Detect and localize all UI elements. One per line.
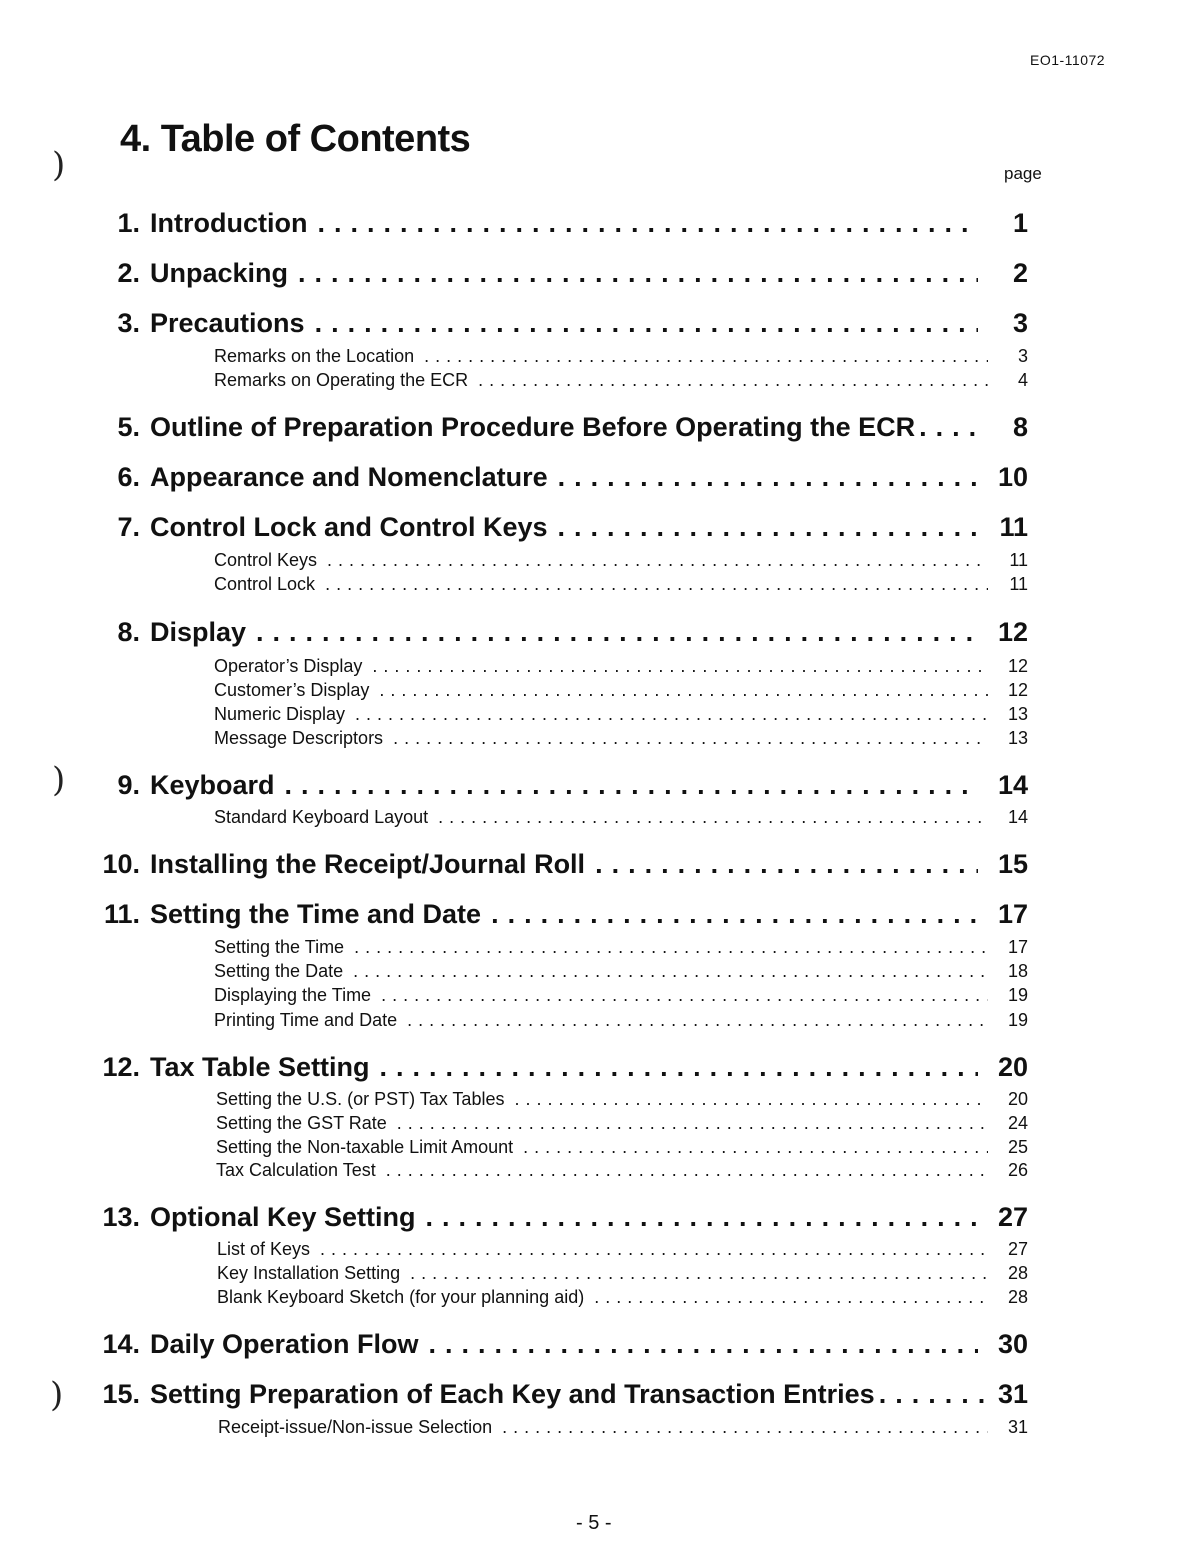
subsection-title: Printing Time and Date: [214, 1010, 398, 1030]
toc-entry-keyboard[interactable]: [86, 770, 1028, 804]
section-title: Keyboard: [150, 770, 275, 800]
toc-subentry[interactable]: [214, 704, 1028, 728]
page-number: 19: [1007, 1010, 1028, 1030]
dot-leader: [298, 258, 978, 289]
dot-leader: [317, 208, 978, 239]
toc-subentry[interactable]: [217, 1263, 1028, 1287]
toc-entry-daily-operation[interactable]: [86, 1329, 1028, 1363]
dot-leader: [354, 937, 988, 958]
toc-entry-control-lock[interactable]: [86, 512, 1028, 546]
toc-entry-installing-roll[interactable]: [86, 849, 1028, 883]
section-number: 5.: [117, 412, 140, 442]
dot-leader: [595, 849, 978, 880]
dot-leader: [407, 1010, 988, 1031]
dot-leader: [558, 512, 978, 543]
page-number: 14: [1007, 807, 1028, 827]
page-column-label: page: [1004, 164, 1042, 183]
section-title: Display: [150, 617, 247, 647]
toc-subentry[interactable]: [214, 937, 1028, 961]
margin-mark: ): [50, 1375, 64, 1415]
toc-subentry[interactable]: [214, 961, 1028, 985]
page-number: 18: [1007, 961, 1028, 981]
document-code: EO1-11072: [1030, 52, 1106, 68]
section-number: 8.: [117, 617, 140, 647]
page-number: 30: [997, 1329, 1028, 1359]
subsection-title: Blank Keyboard Sketch (for your planning aid): [217, 1287, 585, 1307]
dot-leader: [372, 656, 988, 677]
section-number: 2.: [117, 258, 140, 288]
subsection-title: Numeric Display: [214, 704, 346, 724]
subsection-title: Setting the U.S. (or PST) Tax Tables: [216, 1089, 505, 1109]
toc-entry-display[interactable]: [86, 617, 1028, 651]
subsection-title: List of Keys: [217, 1239, 311, 1259]
dot-leader: [478, 370, 988, 391]
margin-mark: ): [52, 760, 66, 800]
toc-entry-optional-key[interactable]: [86, 1202, 1028, 1236]
page-number: 26: [1007, 1160, 1028, 1180]
page-number: 31: [997, 1379, 1028, 1409]
page-number: 12: [997, 617, 1028, 647]
subsection-title: Tax Calculation Test: [216, 1160, 376, 1180]
section-number: 1.: [117, 208, 140, 238]
subsection-title: Remarks on the Location: [214, 346, 415, 366]
page-number: 13: [1007, 728, 1028, 748]
page-number: 31: [1007, 1417, 1028, 1437]
toc-subentry[interactable]: [217, 1239, 1028, 1263]
subsection-title: Setting the Non-taxable Limit Amount: [216, 1137, 514, 1157]
section-title: Outline of Preparation Procedure Before Operating the ECR: [150, 412, 916, 442]
section-number: 14.: [102, 1329, 140, 1359]
page-title: 4. Table of Contents: [120, 118, 471, 160]
toc-subentry[interactable]: [214, 656, 1028, 680]
subsection-title: Operator’s Display: [214, 656, 363, 676]
dot-leader: [353, 961, 988, 982]
dot-leader: [256, 617, 978, 648]
subsection-title: Control Lock: [214, 574, 316, 594]
page-number: 17: [1007, 937, 1028, 957]
section-title: Precautions: [150, 308, 305, 338]
page-number: 1: [1012, 208, 1028, 238]
page-number: 24: [1007, 1113, 1028, 1133]
section-number: 7.: [117, 512, 140, 542]
page-number: 20: [997, 1052, 1028, 1082]
section-title: Unpacking: [150, 258, 289, 288]
section-number: 12.: [102, 1052, 140, 1082]
page-number: 15: [997, 849, 1028, 879]
margin-mark: ): [52, 145, 66, 185]
dot-leader: [594, 1287, 988, 1308]
toc-subentry[interactable]: [216, 1160, 1028, 1184]
page-footer-number: - 5 -: [576, 1512, 612, 1534]
subsection-title: Setting the Date: [214, 961, 344, 981]
section-number: 3.: [117, 308, 140, 338]
page-number: 12: [1007, 656, 1028, 676]
dot-leader: [327, 550, 988, 571]
dot-leader: [429, 1329, 978, 1360]
page-number: 4: [1017, 370, 1028, 390]
page-number: 27: [1007, 1239, 1028, 1259]
section-title: Introduction: [150, 208, 308, 238]
dot-leader: [426, 1202, 978, 1233]
toc-subentry[interactable]: [216, 1113, 1028, 1137]
dot-leader: [355, 704, 988, 725]
toc-entry-outline-of-preparation[interactable]: [86, 412, 1028, 446]
section-title: Setting Preparation of Each Key and Transaction Entries: [150, 1379, 875, 1409]
toc-subentry[interactable]: [216, 1137, 1028, 1161]
toc-subentry[interactable]: [214, 1010, 1028, 1034]
dot-leader: [514, 1089, 988, 1110]
toc-subentry[interactable]: [214, 346, 1028, 370]
page-number: 27: [997, 1202, 1028, 1232]
dot-leader: [381, 985, 988, 1006]
subsection-title: Message Descriptors: [214, 728, 384, 748]
section-title: Daily Operation Flow: [150, 1329, 419, 1359]
dot-leader: [380, 1052, 978, 1083]
dot-leader: [491, 899, 978, 930]
dot-leader: [315, 308, 978, 339]
toc-subentry[interactable]: [214, 550, 1028, 574]
dot-leader: [285, 770, 978, 801]
toc-subentry[interactable]: [216, 1089, 1028, 1113]
dot-leader: [523, 1137, 988, 1158]
page-number: 11: [999, 512, 1028, 542]
toc-entry-introduction[interactable]: [86, 208, 1028, 242]
section-number: 13.: [102, 1202, 140, 1232]
toc-entry-time-and-date[interactable]: [86, 899, 1028, 933]
section-title: Control Lock and Control Keys: [150, 512, 548, 542]
section-title: Tax Table Setting: [150, 1052, 370, 1082]
page-number: 3: [1012, 308, 1028, 338]
dot-leader: [879, 1379, 984, 1410]
subsection-title: Setting the Time: [214, 937, 345, 957]
toc-entry-tax-table[interactable]: [86, 1052, 1028, 1086]
toc-subentry[interactable]: [218, 1417, 1028, 1441]
dot-leader: [502, 1417, 988, 1438]
page-number: 13: [1007, 704, 1028, 724]
dot-leader: [558, 462, 978, 493]
page-number: 2: [1012, 258, 1028, 288]
section-number: 9.: [117, 770, 140, 800]
page-number: 11: [1009, 550, 1028, 570]
toc-subentry[interactable]: [217, 1287, 1028, 1311]
toc-entry-unpacking[interactable]: [86, 258, 1028, 292]
page-number: 10: [997, 462, 1028, 492]
page-number: 28: [1007, 1287, 1028, 1307]
toc-subentry[interactable]: [214, 574, 1028, 598]
toc-subentry[interactable]: [214, 985, 1028, 1009]
dot-leader: [397, 1113, 988, 1134]
subsection-title: Control Keys: [214, 550, 318, 570]
subsection-title: Setting the GST Rate: [216, 1113, 387, 1133]
page-number: 28: [1007, 1263, 1028, 1283]
dot-leader: [379, 680, 988, 701]
subsection-title: Remarks on Operating the ECR: [214, 370, 469, 390]
toc-entry-setting-preparation[interactable]: [86, 1379, 1028, 1413]
toc-subentry[interactable]: [214, 807, 1028, 831]
toc-entry-precautions[interactable]: [86, 308, 1028, 342]
page-number: 12: [1007, 680, 1028, 700]
page-number: 3: [1017, 346, 1028, 366]
page-number: 8: [1012, 412, 1028, 442]
dot-leader: [393, 728, 988, 749]
page-number: 19: [1007, 985, 1028, 1005]
section-title: Setting the Time and Date: [150, 899, 482, 929]
page-number: 17: [997, 899, 1028, 929]
section-number: 6.: [117, 462, 140, 492]
section-number: 15.: [102, 1379, 140, 1409]
page-number: 25: [1007, 1137, 1028, 1157]
section-title: Appearance and Nomenclature: [150, 462, 548, 492]
toc-entry-appearance[interactable]: [86, 462, 1028, 496]
dot-leader: [438, 807, 988, 828]
section-title: Optional Key Setting: [150, 1202, 416, 1232]
dot-leader: [410, 1263, 988, 1284]
dot-leader: [325, 574, 988, 595]
subsection-title: Standard Keyboard Layout: [214, 807, 429, 827]
page-number: 14: [997, 770, 1028, 800]
toc-subentry[interactable]: [214, 370, 1028, 394]
section-number: 11.: [103, 899, 140, 929]
toc-subentry[interactable]: [214, 728, 1028, 752]
dot-leader: [320, 1239, 988, 1260]
subsection-title: Customer’s Display: [214, 680, 370, 700]
section-title: Installing the Receipt/Journal Roll: [150, 849, 586, 879]
page-number: 20: [1007, 1089, 1028, 1109]
dot-leader: [424, 346, 988, 367]
dot-leader: [919, 412, 984, 443]
subsection-title: Displaying the Time: [214, 985, 372, 1005]
subsection-title: Key Installation Setting: [217, 1263, 401, 1283]
toc-subentry[interactable]: [214, 680, 1028, 704]
section-number: 10.: [102, 849, 140, 879]
dot-leader: [386, 1160, 988, 1181]
page-number: 11: [1009, 574, 1028, 594]
subsection-title: Receipt-issue/Non-issue Selection: [218, 1417, 493, 1437]
